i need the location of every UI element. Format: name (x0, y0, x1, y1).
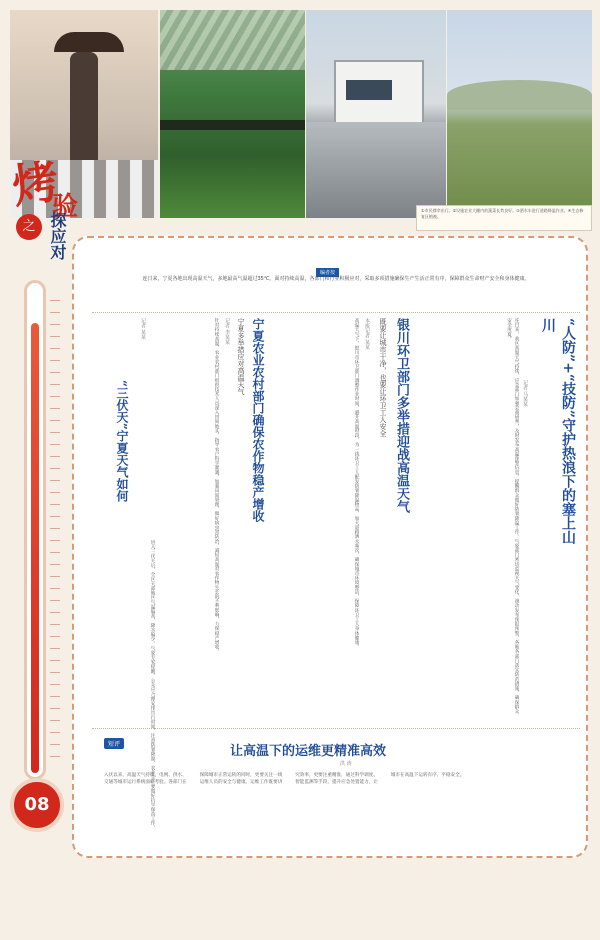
thermometer-scale (50, 300, 60, 760)
photo-grassland (447, 10, 592, 218)
lead-label: 编者按 (316, 268, 339, 277)
comment-title: 让高温下的运维更精准高效 (230, 744, 387, 759)
article-4-body: 进入三伏天后，全区大部地区气温偏高，降水偏少。气象专家提醒，公众应合理安排出行时间，注意防暑降温，农业生产要做好抗旱保苗工作。 (150, 540, 155, 830)
thermometer-icon (24, 280, 46, 780)
article-3-subhead: 宁夏多举措应对高温天气 (237, 318, 245, 395)
article-1-headline: “人防”+“技防”守护热浪下的塞上山川 (540, 318, 576, 544)
article-2-byline: 本报记者 某某 (364, 318, 370, 350)
photo-water-truck (306, 10, 446, 218)
article-3-body: 针对持续高温，农业农村部门组织技术人员深入田间地头，指导农户科学灌溉，加强田间管理，做好病虫害防治，减轻高温对农作物生长的不利影响，力保稳产增收。 (214, 318, 219, 654)
photo-caption: ①市民撑伞出行。②设施农业大棚内的蔬菜长势良好。③洒水车进行道路降温作业。④生态修复区植被。 (416, 205, 592, 231)
comment-label: 短评 (104, 738, 124, 749)
article-2-headline: 银川环卫部门多举措迎战高温天气 (394, 318, 409, 513)
comment-body: 入伏以来，高温天气持续，电网、供水、交通等城市运行系统面临考验。各部门在保障城市正常运转的同时，更要关注一线运维人员的安全与健康。运维工作既要讲究效率，更要注重精准，通过科学调度、智能监测等手段，提升应急处置能力，让城市在高温下运转有序、平稳安全。 (104, 773, 465, 786)
article-3-headline: 宁夏农业农村部门确保农作物稳产增收 (251, 318, 265, 522)
page-number: 08 (10, 778, 64, 832)
divider (92, 312, 580, 313)
feature-title-yan: 验 (52, 192, 79, 222)
article-3-byline: 记者 李某某 (224, 318, 230, 345)
photo-greenhouse-crops (160, 10, 305, 218)
feature-title-kao: 烤 (8, 154, 62, 214)
article-1-body: 连日来，我区高温天气持续，应急部门加强会商研判，及时发布高温预警信息，提醒群众做好防暑降温工作。气象部门密切监视天气变化，滚动发布预报预警，各地各部门落实防范措施，确保群众安全度夏。 (506, 318, 519, 714)
article-4-headline: “三伏天”宁夏天气如何 (115, 380, 129, 502)
article-1-byline: 记者 马某某 (522, 380, 528, 407)
article-2-subhead: 既要让城市干净，也要让环卫工人安全 (379, 318, 387, 437)
article-4-byline: 记者 某某 (140, 318, 146, 340)
feature-sub-badge: 之 (16, 214, 42, 240)
article-2-body: 高温天气下，银川市环卫部门调整作业时间，避开高温时段，为一线环卫工人配发防暑降温物品，加大道路洒水频次，确保城市环境整洁，保障环卫工人身体健康。 (354, 318, 359, 650)
comment-author: 洪 涛 (340, 761, 352, 767)
feature-sub-text: 探应对 (48, 212, 67, 260)
lead-text: 连日来，宁夏各地出现高温天气，多地最高气温超过35℃。面对持续高温，各部门和行业积极应对，采取多项措施确保生产生活正常有序，保障群众生命财产安全和身体健康。 (142, 276, 530, 282)
divider (92, 728, 580, 729)
